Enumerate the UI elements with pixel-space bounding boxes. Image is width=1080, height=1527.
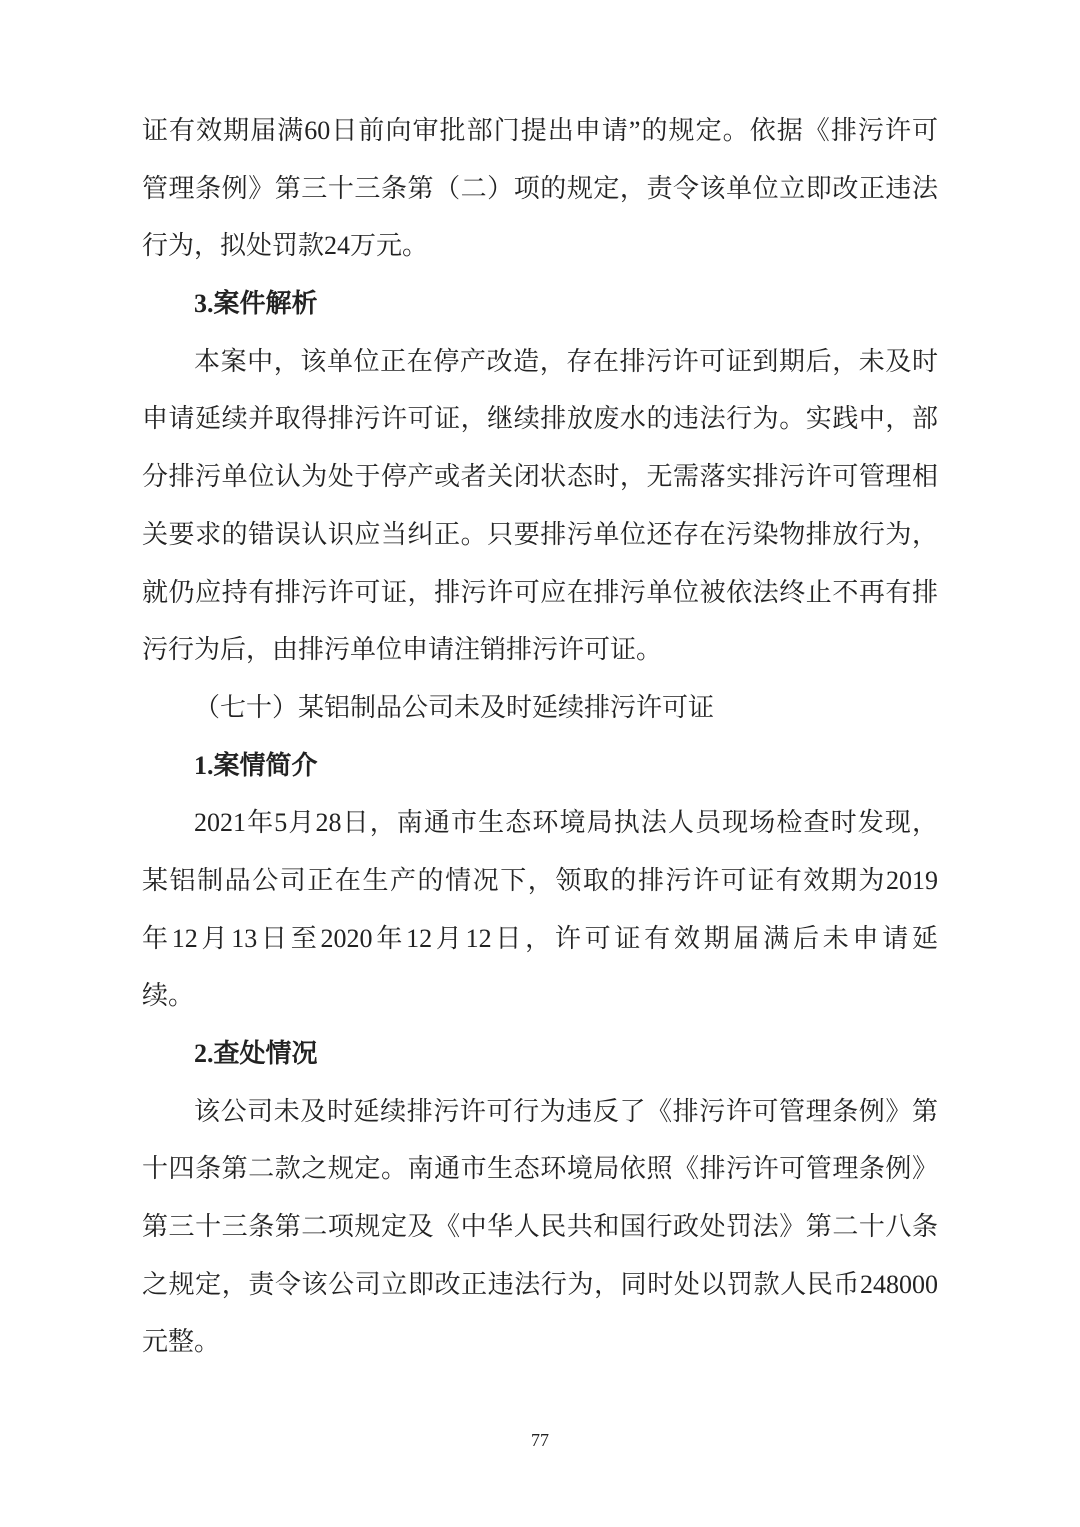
page-number: 77 bbox=[531, 1430, 549, 1450]
text-line: 续。 bbox=[142, 981, 195, 1011]
text-line: 元整。 bbox=[142, 1327, 221, 1357]
section-heading: 1.案情简介 bbox=[194, 750, 318, 780]
text-line: 证有效期届满60日前向审批部门提出申请”的规定。依据《排污许可 bbox=[142, 116, 938, 145]
text-line: 本案中，该单位正在停产改造，存在排污许可证到期后，未及时 bbox=[194, 346, 938, 376]
text-line: 年12月13日至2020年12月12日，许可证有效期届满后未申请延 bbox=[142, 923, 938, 953]
section-heading: 2.查处情况 bbox=[194, 1039, 318, 1068]
text-line: 行为，拟处罚款24万元。 bbox=[142, 231, 429, 261]
text-line: 该公司未及时延续排污许可行为违反了《排污许可管理条例》第 bbox=[194, 1096, 938, 1126]
text-line: 十四条第二款之规定。南通市生态环境局依照《排污许可管理条例》 bbox=[142, 1154, 938, 1184]
text-line: 分排污单位认为处于停产或者关闭状态时，无需落实排污许可管理相 bbox=[142, 462, 938, 492]
text-line: 申请延续并取得排污许可证，继续排放废水的违法行为。实践中，部 bbox=[142, 404, 938, 434]
text-line: 污行为后，由排污单位申请注销排污许可证。 bbox=[142, 635, 663, 665]
text-line: 之规定，责令该公司立即改正违法行为，同时处以罚款人民币248000 bbox=[142, 1269, 938, 1299]
text-line: 某铝制品公司正在生产的情况下，领取的排污许可证有效期为2019 bbox=[142, 865, 938, 895]
text-line: 就仍应持有排污许可证，排污许可应在排污单位被依法终止不再有排 bbox=[142, 577, 938, 607]
text-line: 2021年5月28日，南通市生态环境局执法人员现场检查时发现， bbox=[194, 808, 938, 838]
text-line: 第三十三条第二项规定及《中华人民共和国行政处罚法》第二十八条 bbox=[142, 1212, 938, 1242]
section-heading: 3.案件解析 bbox=[194, 289, 318, 319]
text-line: （七十）某铝制品公司未及时延续排污许可证 bbox=[194, 692, 715, 722]
text-line: 管理条例》第三十三条第（二）项的规定，责令该单位立即改正违法 bbox=[142, 173, 938, 203]
text-line: 关要求的错误认识应当纠正。只要排污单位还存在污染物排放行为， bbox=[142, 519, 938, 549]
document-body bbox=[142, 102, 938, 1371]
